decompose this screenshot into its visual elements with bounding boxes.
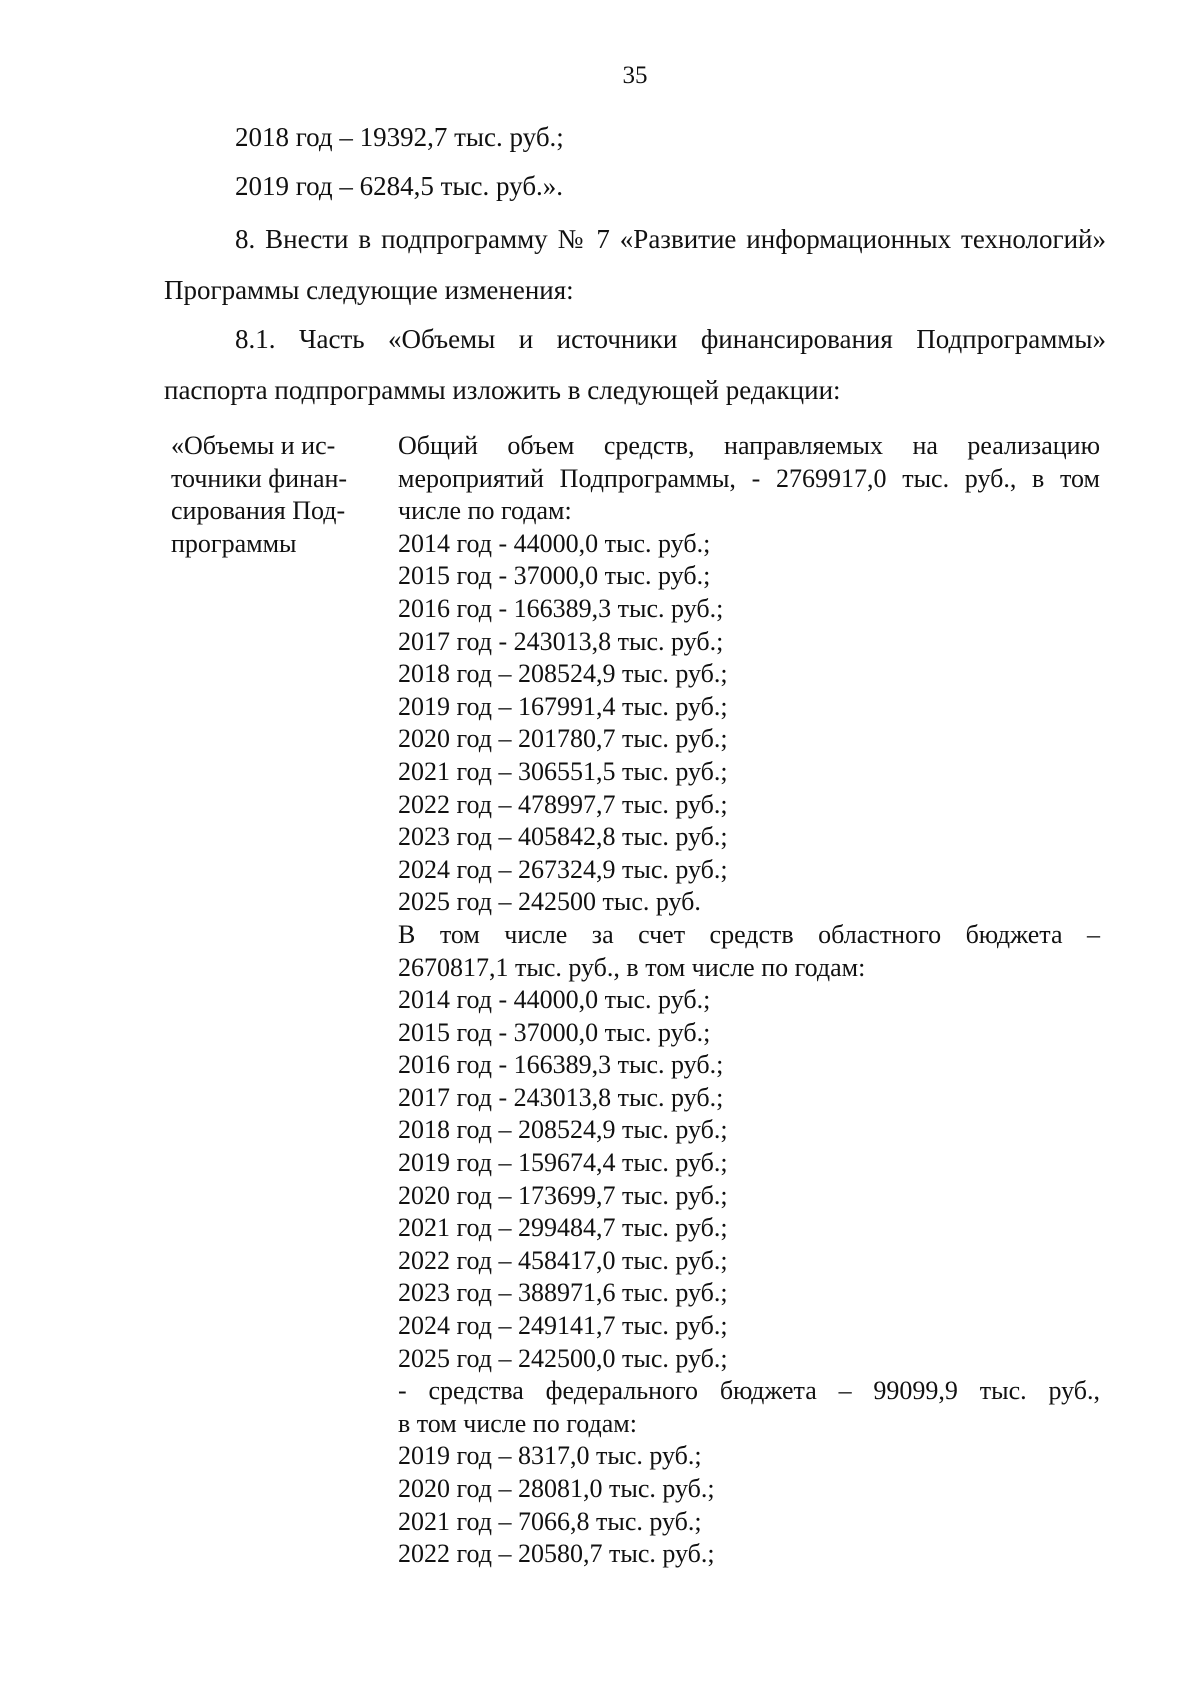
regional-year-line: 2014 год - 44000,0 тыс. руб.; [398, 985, 711, 1015]
funding-year-line: 2019 год – 167991,4 тыс. руб.; [398, 691, 728, 721]
regional-year-line: 2018 год – 208524,9 тыс. руб.; [398, 1115, 728, 1145]
funding-year-line: 2025 год – 242500 тыс. руб. [398, 887, 701, 917]
intro-line-2019: 2019 год – 6284,5 тыс. руб.». [235, 171, 564, 201]
funding-total-line: мероприятий Подпрограммы, - 2769917,0 тыс. руб., в том [398, 463, 1100, 493]
page-number: 35 [622, 62, 648, 89]
funding-year-line: 2022 год – 478997,7 тыс. руб.; [398, 789, 728, 819]
regional-year-line: 2017 год - 243013,8 тыс. руб.; [398, 1082, 724, 1112]
funding-year-line: 2021 год – 306551,5 тыс. руб.; [398, 756, 728, 786]
federal-year-line: 2019 год – 8317,0 тыс. руб.; [398, 1441, 702, 1471]
funding-year-line: 2018 год – 208524,9 тыс. руб.; [398, 659, 728, 689]
federal-budget-line: в том числе по годам: [398, 1408, 637, 1438]
federal-year-line: 2021 год – 7066,8 тыс. руб.; [398, 1506, 702, 1536]
regional-year-line: 2015 год - 37000,0 тыс. руб.; [398, 1017, 711, 1047]
regional-year-line: 2016 год - 166389,3 тыс. руб.; [398, 1050, 724, 1080]
funding-total-line: числе по годам: [398, 496, 572, 526]
funding-year-line: 2014 год - 44000,0 тыс. руб.; [398, 528, 711, 558]
regional-year-line: 2025 год – 242500,0 тыс. руб.; [398, 1343, 728, 1373]
paragraph-item-8-1-line-1: 8.1. Часть «Объемы и источники финансирования Подпрограммы» [235, 324, 1106, 354]
regional-year-line: 2024 год – 249141,7 тыс. руб.; [398, 1311, 728, 1341]
table-left-label-line: точники финан- [171, 463, 348, 493]
funding-year-line: 2017 год - 243013,8 тыс. руб.; [398, 626, 724, 656]
regional-year-line: 2019 год – 159674,4 тыс. руб.; [398, 1148, 728, 1178]
paragraph-item-8-1 [164, 322, 1106, 407]
table-left-label [171, 430, 371, 560]
table-left-label-line: сирования Под- [171, 496, 346, 525]
federal-budget-line: - средства федерального бюджета – 99099,9 тыс. руб., [398, 1376, 1100, 1406]
funding-year-line: 2020 год – 201780,7 тыс. руб.; [398, 724, 728, 754]
paragraph-item-8-line-2: Программы следующие изменения: [164, 275, 574, 305]
regional-year-line: 2020 год – 173699,7 тыс. руб.; [398, 1180, 728, 1210]
regional-budget-line: В том числе за счет средств областного бюджета – [398, 919, 1100, 949]
funding-year-line: 2015 год - 37000,0 тыс. руб.; [398, 561, 711, 591]
federal-year-line: 2020 год – 28081,0 тыс. руб.; [398, 1474, 715, 1503]
regional-year-line: 2022 год – 458417,0 тыс. руб.; [398, 1245, 728, 1275]
table-left-label-line: программы [171, 528, 297, 558]
table-left-label-line: «Объемы и ис- [171, 431, 336, 460]
paragraph-item-8-1-line-2: паспорта подпрограммы изложить в следующей редакции: [164, 375, 841, 405]
regional-year-line: 2021 год – 299484,7 тыс. руб.; [398, 1213, 728, 1243]
regional-year-line: 2023 год – 388971,6 тыс. руб.; [398, 1278, 728, 1308]
paragraph-item-8 [164, 222, 1106, 307]
table-right-content [398, 430, 1100, 1571]
federal-year-line: 2022 год – 20580,7 тыс. руб.; [398, 1539, 715, 1569]
funding-total-line: Общий объем средств, направляемых на реализацию [398, 431, 1100, 460]
intro-line-2018: 2018 год – 19392,7 тыс. руб.; [235, 122, 564, 152]
funding-year-line: 2023 год – 405842,8 тыс. руб.; [398, 822, 728, 852]
funding-year-line: 2024 год – 267324,9 тыс. руб.; [398, 854, 728, 884]
paragraph-item-8-line-1: 8. Внести в подпрограмму № 7 «Развитие информационных технологий» [235, 224, 1106, 254]
funding-year-line: 2016 год - 166389,3 тыс. руб.; [398, 593, 724, 623]
regional-budget-line: 2670817,1 тыс. руб., в том числе по годам: [398, 952, 866, 982]
